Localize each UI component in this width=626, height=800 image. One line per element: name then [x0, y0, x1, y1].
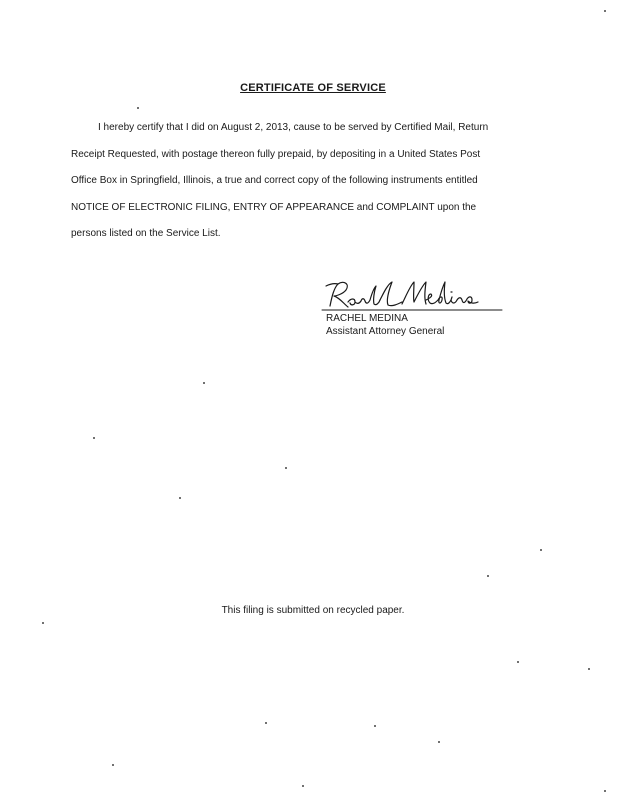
body-line: Office Box in Springfield, Illinois, a true and correct copy of the following instruments entitled	[71, 175, 478, 186]
scan-speck	[42, 622, 44, 624]
signer-name: RACHEL MEDINA	[326, 313, 408, 324]
signature-block	[326, 312, 444, 338]
scan-speck	[604, 790, 606, 792]
body-line: I hereby certify that I did on August 2, 2013, cause to be served by Certified Mail, Return	[98, 122, 489, 133]
scan-speck	[112, 764, 114, 766]
body-line: persons listed on the Service List.	[71, 228, 221, 239]
scan-speck	[137, 107, 139, 109]
certificate-body	[71, 115, 551, 248]
scan-speck	[438, 741, 440, 743]
scan-speck	[302, 785, 304, 787]
scan-speck	[588, 668, 590, 670]
scan-speck	[604, 10, 606, 12]
scan-speck	[265, 722, 267, 724]
body-line: NOTICE OF ELECTRONIC FILING, ENTRY OF APPEARANCE and COMPLAINT upon the	[71, 201, 477, 213]
handwritten-signature	[318, 276, 504, 316]
body-line: Receipt Requested, with postage thereon fully prepaid, by depositing in a United States Post	[71, 148, 481, 160]
scan-speck	[203, 382, 205, 384]
scan-speck	[517, 661, 519, 663]
scan-speck	[487, 575, 489, 577]
scan-speck	[93, 437, 95, 439]
scan-speck	[374, 725, 376, 727]
scan-speck	[285, 467, 287, 469]
scan-speck	[179, 497, 181, 499]
scan-speck	[540, 549, 542, 551]
recycled-paper-note: This filing is submitted on recycled paper.	[221, 605, 405, 616]
document-title: CERTIFICATE OF SERVICE	[240, 82, 386, 94]
signer-title: Assistant Attorney General	[326, 326, 445, 337]
